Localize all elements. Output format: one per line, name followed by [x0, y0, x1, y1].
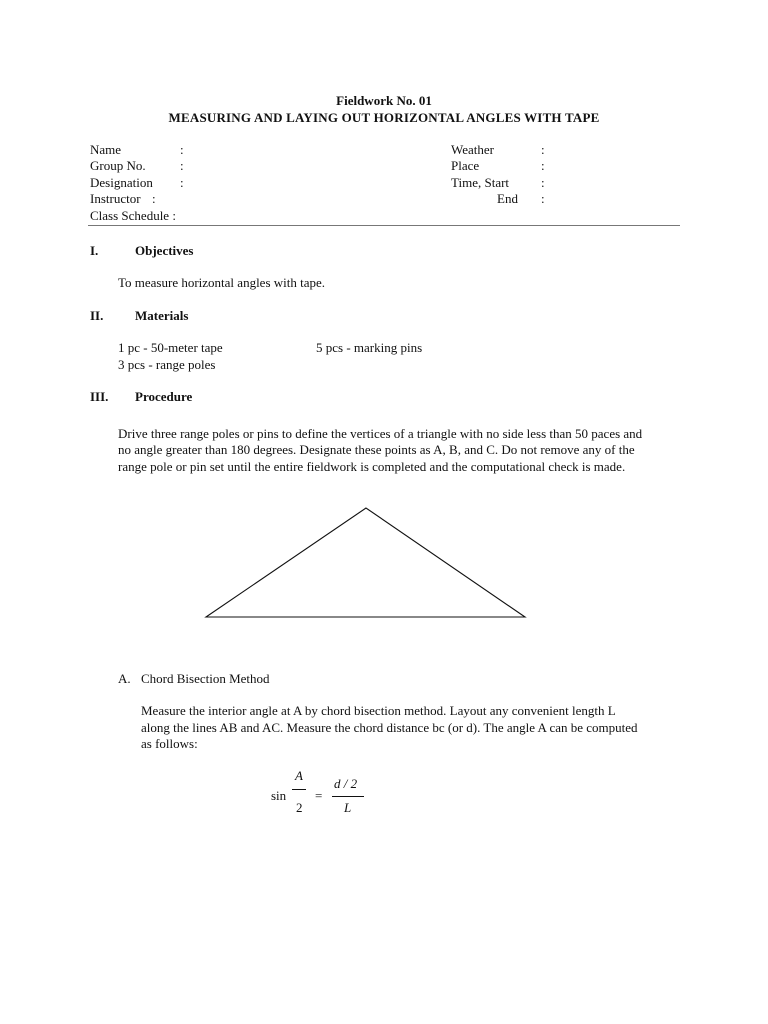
method-label: A.: [118, 671, 131, 686]
material-item: 5 pcs - marking pins: [316, 340, 423, 355]
procedure-line: no angle greater than 180 degrees. Designate these points as A, B, and C. Do not remove any of the: [118, 442, 635, 457]
field-colon: :: [180, 175, 184, 190]
field-colon: :: [541, 142, 545, 157]
method-text-line: Measure the interior angle at A by chord bisection method. Layout any convenient length L: [141, 703, 616, 718]
field-colon: :: [541, 191, 545, 206]
field-colon: :: [541, 175, 545, 190]
field-colon: :: [541, 158, 545, 173]
formula-sin: sin: [271, 788, 287, 803]
formula-denominator-l: L: [344, 800, 352, 815]
triangle-shape: [206, 508, 525, 617]
section-heading-procedure: Procedure: [135, 389, 193, 404]
formula-numerator-d2: d / 2: [334, 776, 358, 791]
document-title: Fieldwork No. 01: [336, 93, 432, 108]
material-item: 1 pc - 50-meter tape: [118, 340, 223, 355]
field-label-place: Place: [451, 158, 480, 173]
objectives-text: To measure horizontal angles with tape.: [118, 275, 326, 290]
formula-denominator-2: 2: [296, 800, 303, 815]
method-text-line: as follows:: [141, 736, 198, 751]
field-label-instructor: Instructor: [90, 191, 141, 206]
fraction-bar: [332, 796, 364, 797]
field-label-end: End: [497, 191, 518, 206]
section-number-objectives: I.: [90, 243, 99, 258]
fraction-bar: [292, 789, 306, 790]
section-heading-objectives: Objectives: [135, 243, 194, 258]
field-label-designation: Designation: [90, 175, 153, 190]
field-colon: :: [180, 142, 184, 157]
method-text-line: along the lines AB and AC. Measure the chord distance bc (or d). The angle A can be computed: [141, 720, 638, 735]
procedure-line: range pole or pin set until the entire fieldwork is completed and the computational check is made.: [118, 459, 626, 474]
field-label-time-start: Time, Start: [451, 175, 510, 190]
formula-equals: =: [315, 788, 323, 803]
field-label-class-schedule: Class Schedule :: [90, 208, 176, 223]
field-label-name: Name: [90, 142, 122, 157]
document-subtitle: MEASURING AND LAYING OUT HORIZONTAL ANGLES WITH TAPE: [168, 110, 600, 125]
section-number-procedure: III.: [90, 389, 109, 404]
section-number-materials: II.: [90, 308, 104, 323]
section-heading-materials: Materials: [135, 308, 189, 323]
field-label-weather: Weather: [451, 142, 494, 157]
field-colon: :: [180, 158, 184, 173]
formula-numerator-a: A: [295, 768, 303, 783]
field-colon: :: [152, 191, 156, 206]
field-label-group: Group No.: [90, 158, 146, 173]
method-title: Chord Bisection Method: [141, 671, 270, 686]
procedure-line: Drive three range poles or pins to define the vertices of a triangle with no side less than 50 paces and: [118, 426, 643, 441]
material-item: 3 pcs - range poles: [118, 357, 216, 372]
